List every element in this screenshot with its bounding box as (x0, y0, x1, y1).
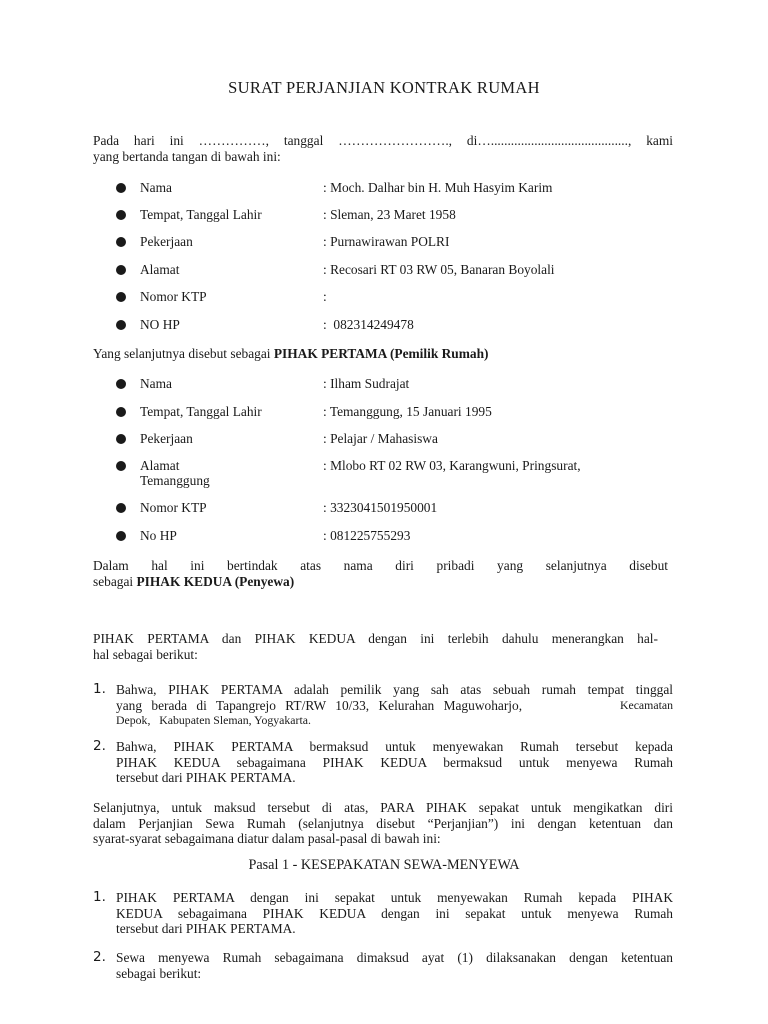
field-label: No HP (140, 528, 177, 543)
designation-text: sebagai (93, 573, 137, 589)
recital-line: Bahwa, PIHAK PERTAMA adalah pemilik yang sah atas sebuah rumah tempat tinggal (116, 682, 673, 697)
field-value: : Mlobo RT 02 RW 03, Karangwuni, Pringsurat, (323, 458, 581, 473)
recital-line: Kecamatan (619, 697, 673, 712)
party1-designation (93, 346, 673, 362)
field-value: : Temanggung, 15 Januari 1995 (323, 404, 492, 419)
agreement-line: dalam Perjanjian Sewa Rumah (selanjutnya disebut “Perjanjian”) ini dengan ketentuan dan (93, 815, 673, 831)
bullet-icon (116, 407, 126, 417)
bullet-icon (116, 320, 126, 330)
field-value: : (323, 289, 327, 304)
bullet-icon (116, 265, 126, 275)
field-value: : Sleman, 23 Maret 1958 (323, 207, 456, 222)
agreement-paragraph (93, 800, 673, 847)
field-value: : 082314249478 (323, 317, 414, 332)
bullet-icon (116, 503, 126, 513)
bullet-icon (116, 379, 126, 389)
pasal-1-heading: Pasal 1 - KESEPAKATAN SEWA-MENYEWA (248, 857, 520, 873)
clause-line: sebagai berikut: (116, 965, 202, 981)
field-label: Nama (140, 180, 172, 195)
designation-bold: PIHAK PERTAMA (Pemilik Rumah) (273, 346, 489, 361)
field-value: : Pelajar / Mahasiswa (323, 431, 438, 446)
field-label: Nomor KTP (140, 289, 207, 304)
clause-line: PIHAK PERTAMA dengan ini sepakat untuk menyewakan Rumah kepada PIHAK (116, 890, 673, 905)
bullet-icon (116, 183, 126, 193)
bullet-icon (116, 237, 126, 247)
field-label: Pekerjaan (140, 234, 193, 249)
designation-bold: PIHAK KEDUA (Penyewa) (136, 573, 295, 589)
field-label: Tempat, Tanggal Lahir (140, 207, 262, 222)
agreement-line: syarat-syarat sebagaimana diatur dalam pasal-pasal di bawah ini: (93, 831, 441, 846)
document-title: SURAT PERJANJIAN KONTRAK RUMAH (228, 78, 540, 97)
intro-paragraph (93, 133, 673, 164)
bullet-icon (116, 461, 126, 471)
designation-text: Yang selanjutnya disebut sebagai (93, 346, 274, 361)
bullet-icon (116, 210, 126, 220)
preamble-paragraph (93, 631, 658, 662)
field-value: : Ilham Sudrajat (323, 376, 410, 391)
field-label: Tempat, Tanggal Lahir (140, 404, 262, 419)
item-number: 2. (93, 949, 106, 965)
field-value: : Purnawirawan POLRI (323, 234, 450, 249)
designation-line-1: Dalam hal ini bertindak atas nama diri pribadi yang selanjutnya disebut (93, 558, 668, 573)
intro-line-1: Pada hari ini ……………, tanggal ……………………., di…........................................., kami (93, 133, 673, 148)
item-number: 2. (93, 738, 106, 754)
item-number: 1. (93, 681, 106, 697)
preamble-line-2: hal sebagai berikut: (93, 646, 198, 662)
item-number: 1. (93, 889, 106, 905)
party2-designation (93, 558, 668, 589)
recital-line: tersebut dari PIHAK PERTAMA. (116, 770, 296, 785)
clause-line: Sewa menyewa Rumah sebagaimana dimaksud ayat (1) dilaksanakan dengan ketentuan (116, 950, 673, 965)
field-label: Alamat (140, 262, 180, 277)
field-value: : Recosari RT 03 RW 05, Banaran Boyolali (323, 262, 555, 277)
recital-line: PIHAK KEDUA sebagaimana PIHAK KEDUA bermaksud untuk menyewa Rumah (116, 754, 673, 770)
recital-line: Depok, Kabupaten Sleman, Yogyakarta. (116, 713, 311, 727)
field-label: NO HP (140, 317, 180, 332)
recital-line: Bahwa, PIHAK PERTAMA bermaksud untuk menyewakan Rumah tersebut kepada (116, 739, 673, 754)
bullet-icon (116, 434, 126, 444)
field-value: : Moch. Dalhar bin H. Muh Hasyim Karim (323, 180, 553, 195)
agreement-line: Selanjutnya, untuk maksud tersebut di atas, PARA PIHAK sepakat untuk mengikatkan diri (93, 800, 673, 815)
bullet-icon (116, 531, 126, 541)
recital-line: yang berada di Tapangrejo RT/RW 10/33, Kelurahan Maguwoharjo, (116, 697, 523, 713)
field-label: Alamat (140, 458, 180, 473)
preamble-line-1: PIHAK PERTAMA dan PIHAK KEDUA dengan ini terlebih dahulu menerangkan hal- (93, 631, 658, 646)
field-value: : 081225755293 (323, 528, 411, 543)
clause-line: KEDUA sebagaimana PIHAK KEDUA dengan ini sepakat untuk menyewa Rumah (116, 905, 673, 921)
clause-line: tersebut dari PIHAK PERTAMA. (116, 921, 296, 936)
field-label-continued: Temanggung (140, 473, 210, 488)
field-value: : 3323041501950001 (323, 500, 438, 515)
bullet-icon (116, 292, 126, 302)
field-label: Nomor KTP (140, 500, 207, 515)
field-label: Nama (140, 376, 172, 391)
field-label: Pekerjaan (140, 431, 193, 446)
intro-line-2: yang bertanda tangan di bawah ini: (93, 148, 281, 164)
